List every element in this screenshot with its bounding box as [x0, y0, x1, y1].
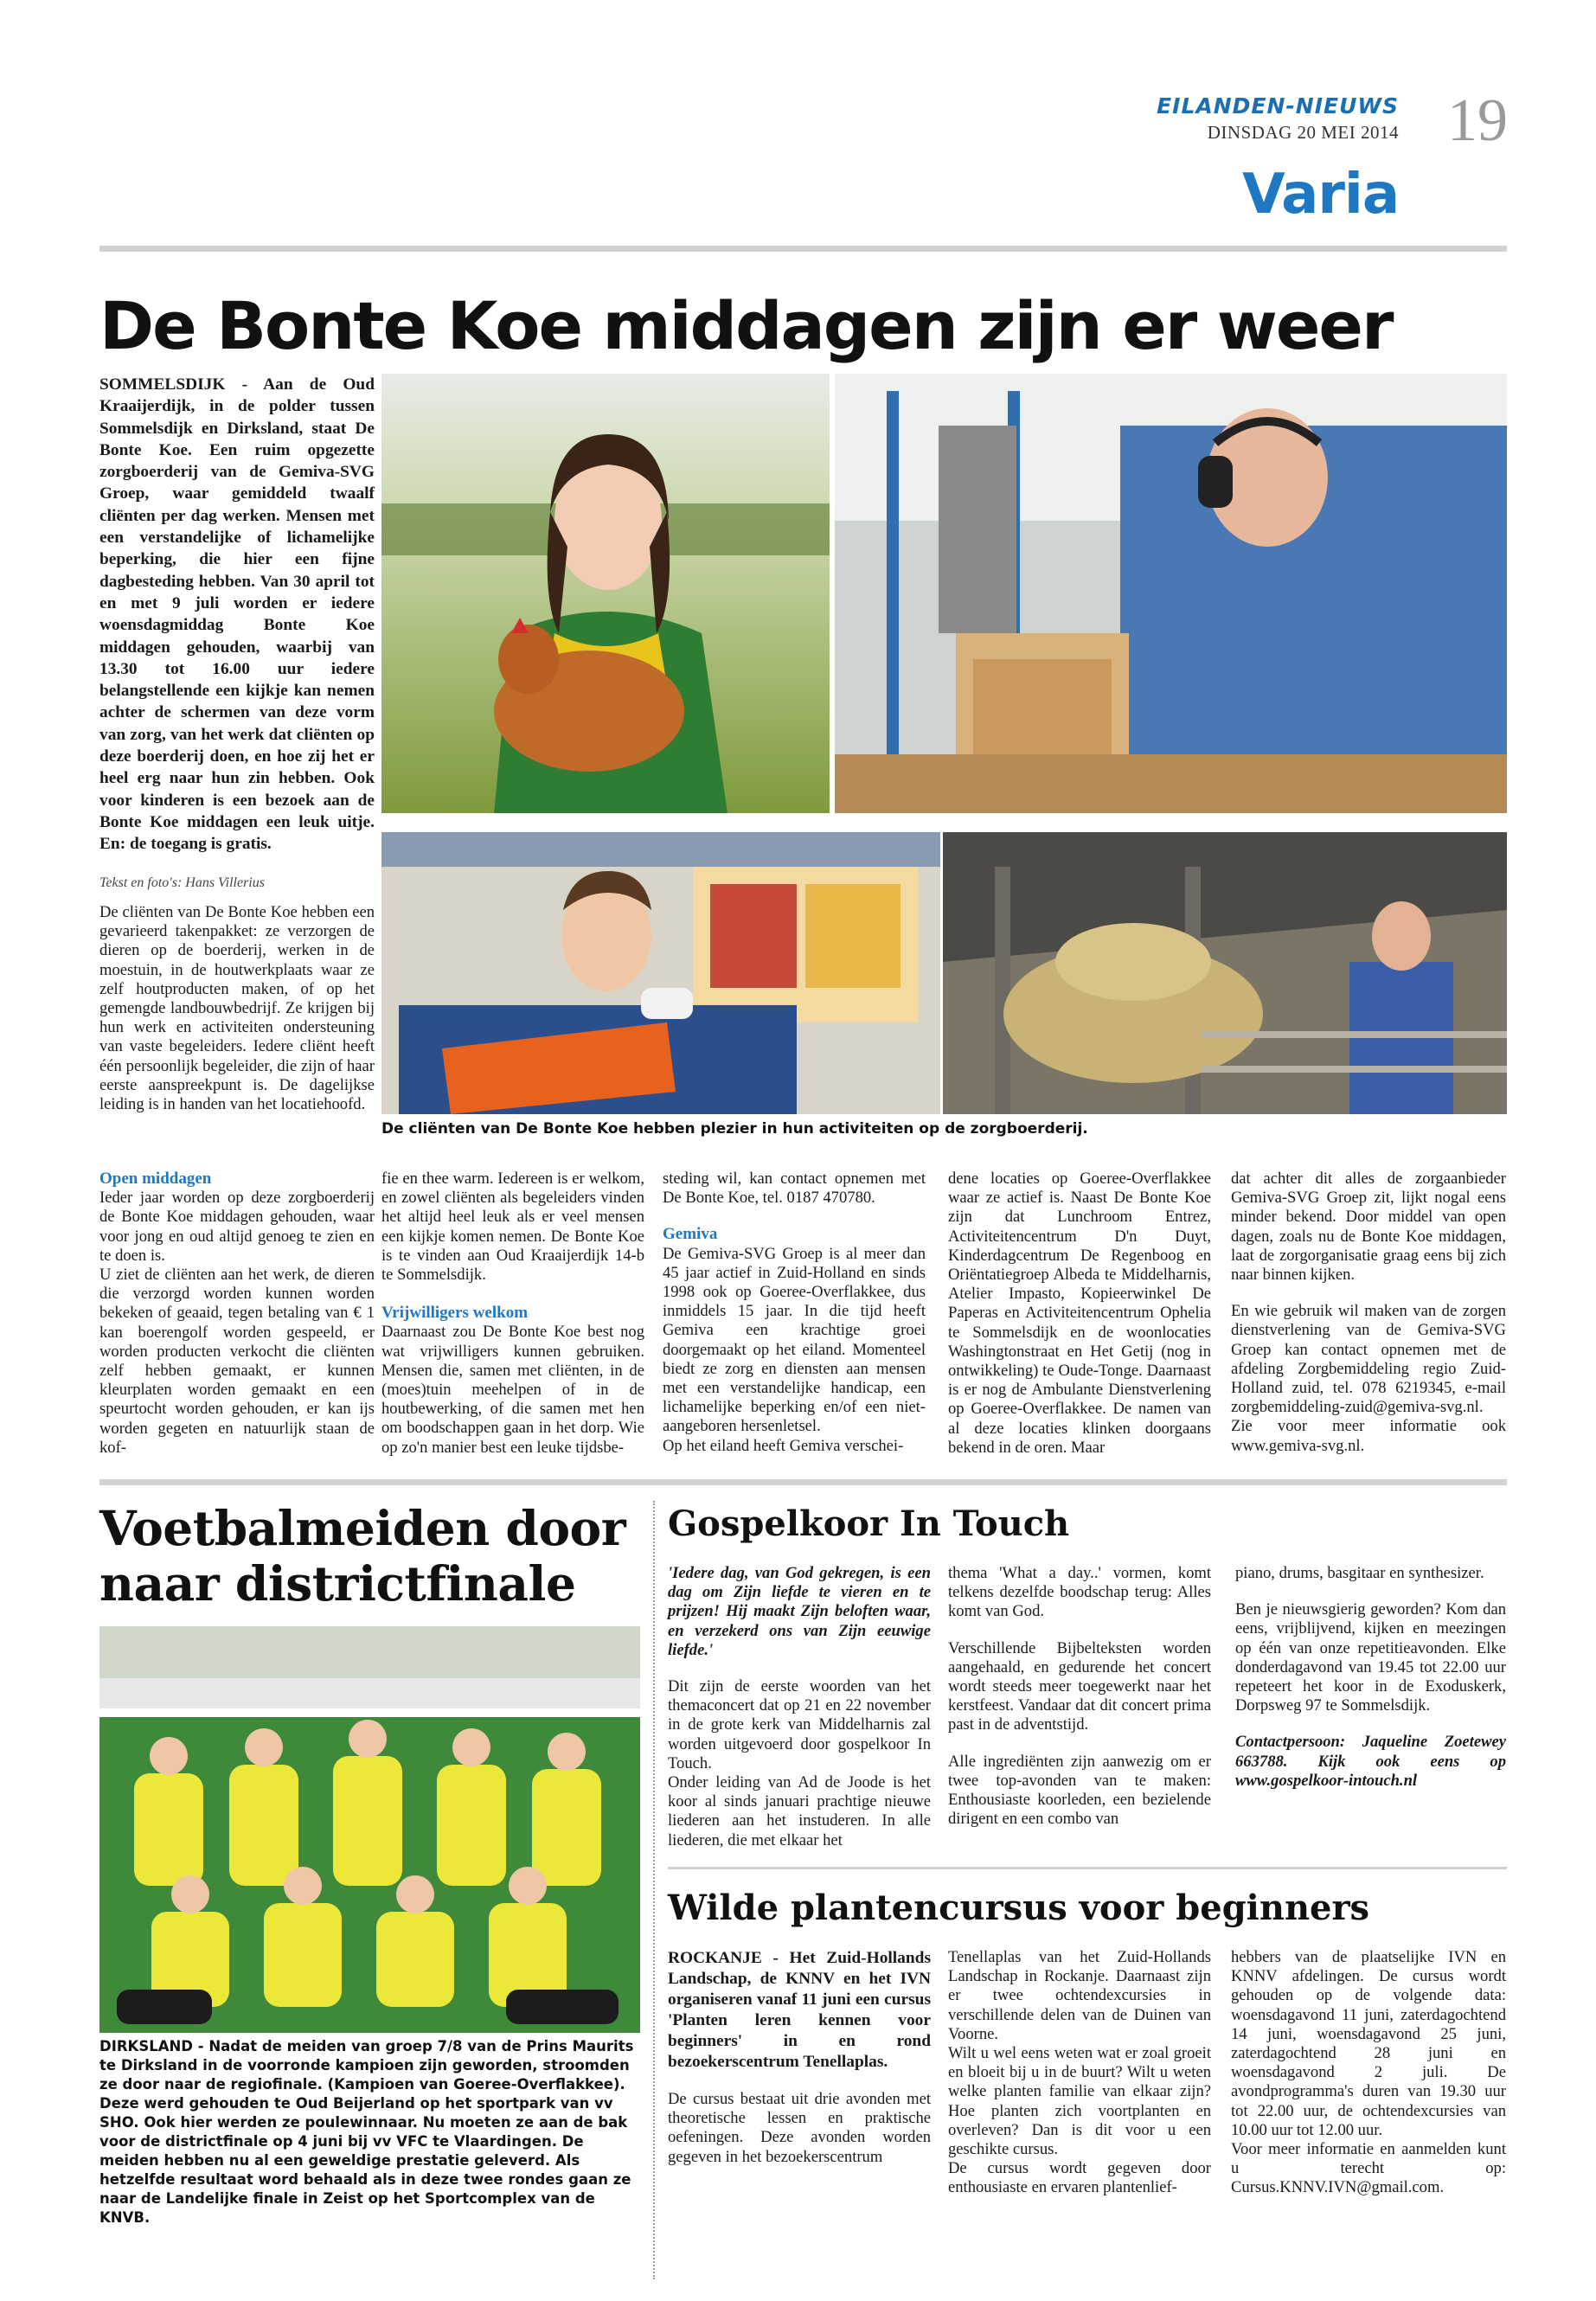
- contact-info: Contactpersoon: Jaqueline Zoetewey 663788. Kijk ook eens op www.gospelkoor-intouch.nl: [1235, 1733, 1506, 1790]
- photo-girl-with-chicken: [381, 374, 830, 813]
- issue-date: DINSDAG 20 MEI 2014: [1207, 122, 1399, 143]
- article-lead: SOMMELSDIJK - Aan de Oud Kraaijerdijk, in de polder tussen Sommelsdijk en Dirksland, staat De Bonte Koe. Een ruim opgezette zorgboerderij van de Gemiva-SVG Groep, waar gemiddeld twaalf cliënten per dag werken. Mensen met een verstandelijke of lichamelijke beperking, die hier een fijne dagbesteding hebben. Van 30 april tot en met 9 juli worden er iedere woensdagmiddag Bonte Koe middagen gehouden, waarbij van 13.30 tot 16.00 uur iedere belangstellende een kijkje kan nemen achter de schermen van deze vorm van zorg, van het werk dat cliënten op deze boerderij doen, en hoe zij het er heel erg naar hun zin hebben. Ook voor kinderen is een bezoek aan de Bonte Koe middagen een leuk uitje. En: de toegang is gratis.: [99, 375, 375, 854]
- article-headline: Wilde plantencursus voor beginners: [668, 1888, 1370, 1928]
- article-headline: Gospelkoor In Touch: [668, 1503, 1070, 1544]
- article-column-2: Tenellaplas van het Zuid-Hollands Landschap in Rockanje. Daarnaast zijn er twee ochtendexcursies in verschillende delen van de Duinen van Voorne. Wilt u wel eens weten wat er zoal groeit en bloeit bij u in de buurt? Wilt u weten welke planten familie van elkaar zijn? Hoe planten zich voortplanten en overleven? Dan is dit voor u een geschikte cursus. De cursus wordt gegeven door enthousiaste en ervaren plantenlief-: [948, 1948, 1211, 2197]
- article-column-2: [948, 1564, 1211, 1829]
- photo-painting-wood: [381, 832, 940, 1114]
- column-text: De cursus bestaat uit drie avonden met theoretische lessen en praktische oefeningen. Deze avonden worden gegeven in het bezoekerscentrum: [668, 2090, 931, 2166]
- article-lead: ROCKANJE - Het Zuid-Hollands Landschap, de KNNV en het IVN organiseren vanaf 11 juni een cursus 'Planten leren kennen voor beginners' in en rond bezoekerscentrum Tenellaplas.: [668, 1949, 931, 2071]
- column-divider: [653, 1501, 655, 2279]
- article-column-1: [668, 1948, 931, 2167]
- column-text: thema 'What a day..' vormen, komt telkens dezelfde boodschap terug: Alles komt van God.: [948, 1564, 1211, 1621]
- photo-barn-straw: [943, 832, 1507, 1114]
- column-text: Ben je nieuwsgierig geworden? Kom dan eens, vrijblijvend, kijken en meezingen op één van onze repetitieavonden. Elke donderdagavond van 19.45 tot 22.00 uur repeteert het koor in de Exoduskerk, Dorpsweg 97 te Sommelsdijk.: [1235, 1600, 1506, 1715]
- subheading-gemiva: Gemiva: [663, 1225, 718, 1244]
- newspaper-logo: EILANDEN-NIEUWS: [1157, 93, 1399, 119]
- article-column-3: [1235, 1564, 1506, 1791]
- article-column-1: [668, 1564, 931, 1850]
- article-column-1: [99, 1170, 375, 1458]
- intro-quote: 'Iedere dag, van God gekregen, is een dag om Zijn liefde te vieren en te prijzen! Hij maakt Zijn beloften waar, en verzekerd ons van Zijn eeuwige liefde.': [668, 1564, 931, 1659]
- photo-football-girls: [99, 1626, 640, 2033]
- article-column-3: [663, 1170, 926, 1456]
- section-title: Varia: [1242, 163, 1399, 227]
- column-text: Alle ingrediënten zijn aanwezig om er twee top-avonden van te maken: Enthousiaste koorleden, een bezielende dirigent en een combo van: [948, 1752, 1211, 1829]
- photo-credit: Tekst en foto's: Hans Villerius: [99, 875, 265, 890]
- section-rule: [99, 1479, 1507, 1485]
- article-column-4: dene locaties op Goeree-Overflakkee waar ze actief is. Naast De Bonte Koe zijn dat Lunchroom Entrez, Activiteitencentrum D'n Duyt, Kinderdagcentrum De Regenboog en Oriëntatiegroep Albeda te Middelharnis, Atelier Impasto, Kopieerwinkel De Paperas en Activiteitencentrum Ophelia te Sommelsdijk en de woonlocaties Washingtonstraat en Het Getij (nog in ontwikkeling) te Oude-Tonge. Daarnaast is er nog de Ambulante Dienstverlening op Goeree-Overflakkee. De namen van al deze locaties klinken doorgaans bekend in de oren. Maar: [948, 1170, 1211, 1457]
- column-text: Dit zijn de eerste woorden van het themaconcert dat op 21 en 22 november in de grote kerk van Middelharnis zal worden uitgevoerd door gospelkoor In Touch. Onder leiding van Ad de Joode is het koor al sinds januari prachtige nieuwe liederen aan het instuderen. In alle liederen, die met elkaar het: [668, 1677, 931, 1849]
- article-column: De cliënten van De Bonte Koe hebben een gevarieerd takenpakket: ze verzorgen de dieren op de boerderij, werken in de moestuin, in de houtwerkplaats waar ze zelf houtproducten maken, of op het gemengde landbouwbedrijf. Ze krijgen bij hun werk en activiteiten ondersteuning van vaste begeleiders. Iedere cliënt heeft één persoonlijk begeleider, die zijn of haar eerste aanspreekpunt is. De dagelijkse leiding is in handen van het locatiehoofd.: [99, 903, 375, 1114]
- column-text: dat achter dit alles de zorgaanbieder Gemiva-SVG Groep zit, lijkt nogal eens minder bekend. Door middel van open dagen, zoals nu de Bonte Koe middagen, laat de zorgorganisatie graag eens bij zich naar binnen kijken.: [1231, 1170, 1506, 1285]
- subheading-open-middagen: Open middagen: [99, 1170, 212, 1188]
- page-number: 19: [1447, 87, 1508, 154]
- subheading-vrijwilligers: Vrijwilligers welkom: [381, 1304, 529, 1323]
- column-text: De Gemiva-SVG Groep is al meer dan 45 jaar actief in Zuid-Holland en sinds 1998 ook op Goeree-Overflakkee, dus inmiddels 15 jaar. In die tijd heeft Gemiva een krachtige groei doorgemaakt op het eiland. Momenteel biedt ze zorg en diensten aan mensen met een verstandelijke handicap, een lichamelijke beperking en/of een niet-aangeboren hersenletsel. Op het eiland heeft Gemiva verschei-: [663, 1244, 926, 1455]
- column-text: steding wil, kan contact opnemen met De Bonte Koe, tel. 0187 470780.: [663, 1170, 926, 1208]
- photo-caption: De cliënten van De Bonte Koe hebben plezier in hun activiteiten op de zorgboerderij.: [381, 1120, 1088, 1138]
- article-column-5: [1231, 1170, 1506, 1456]
- section-rule: [668, 1867, 1507, 1869]
- column-text: Ieder jaar worden op deze zorgboerderij de Bonte Koe middagen gehouden, waar voor jong en oud altijd genoeg te zien en te doen is. U ziet de cliënten aan het werk, de dieren die verzorgd worden kunnen worden bekeken of geaaid, tegen betaling van € 1 kan boerengolf worden gespeeld, er worden producten verkocht die cliënten zelf hebben gemaakt, er kunnen kleurplaten worden gemaakt en een speurtocht worden gehouden, er kan ijs worden gegeten en natuurlijk staan de kof-: [99, 1189, 375, 1457]
- column-text: En wie gebruik wil maken van de zorgen dienstverlening van de Gemiva-SVG Groep kan contact opnemen met de afdeling Zorgbemiddeling regio Zuid-Holland zuid, tel. 078 6219345, e-mail zorgbemiddeling-zuid@gemiva-svg.nl. Zie voor meer informatie ook www.gemiva-svg.nl.: [1231, 1302, 1506, 1455]
- top-rule: [99, 246, 1507, 252]
- article-column-2: [381, 1170, 644, 1458]
- column-text: fie en thee warm. Iedereen is er welkom, en zowel cliënten als begeleiders vinden het altijd heel leuk als er veel mensen een kijkje komen nemen. De Bonte Koe is te vinden aan Oud Kraaijerdijk 14-b te Sommelsdijk.: [381, 1170, 644, 1285]
- column-text: Verschillende Bijbelteksten worden aangehaald, en gedurende het concert wordt steeds meer toegewerkt naar het kerstfeest. Vandaar dat dit concert prima past in de adventstijd.: [948, 1638, 1211, 1734]
- article-headline: Voetbalmeiden door naar districtfinale: [99, 1500, 626, 1612]
- photo-caption: DIRKSLAND - Nadat de meiden van groep 7/8 van de Prins Maurits te Dirksland in de voorronde kampioen zijn geworden, stroomden ze door naar de regiofinale. (Kampioen van Goeree-Overflakkee). Deze werd gehouden te Oud Beijerland op het sportpark van vv SHO. Ook hier werden ze poulewinnaar. Nu moeten ze aan de bak voor de districtfinale op 4 juni bij vv VFC te Vlaardingen. De meiden hebben nu al een geweldige prestatie geleverd. Als hetzelfde resultaat word behaald als in deze twee rondes gaan ze naar de Landelijke finale in Zeist op het Sportcomplex van de KNVB.: [99, 2038, 634, 2226]
- masthead: [1157, 93, 1399, 144]
- article-column-3: hebbers van de plaatselijke IVN en KNNV afdelingen. De cursus wordt gehouden op de volgende data: woensdagavond 11 juni, zaterdagochtend 14 juni, woensdagavond 25 juni, zaterdagochtend 28 juni en woensdagavond 2 juli. De avondprogramma's duren van 19.30 uur tot 22.00 uur, de ochtendexcursies van 10.00 uur tot 12.00 uur. Voor meer informatie en aanmelden kunt u terecht op: Cursus.KNNV.IVN@gmail.com.: [1231, 1948, 1506, 2197]
- column-text: Daarnaast zou De Bonte Koe best nog wat vrijwilligers kunnen gebruiken. Mensen die, samen met cliënten, in de (moes)tuin meehelpen of in de houtbewerking, of die samen met hen om boodschappen gaan in het dorp. Wie op zo'n manier best een leuke tijdsbe-: [381, 1323, 644, 1457]
- article-headline: De Bonte Koe middagen zijn er weer: [99, 287, 1393, 364]
- column-text: piano, drums, basgitaar en synthesizer.: [1235, 1564, 1484, 1582]
- photo-woodworking-workshop: [835, 374, 1507, 813]
